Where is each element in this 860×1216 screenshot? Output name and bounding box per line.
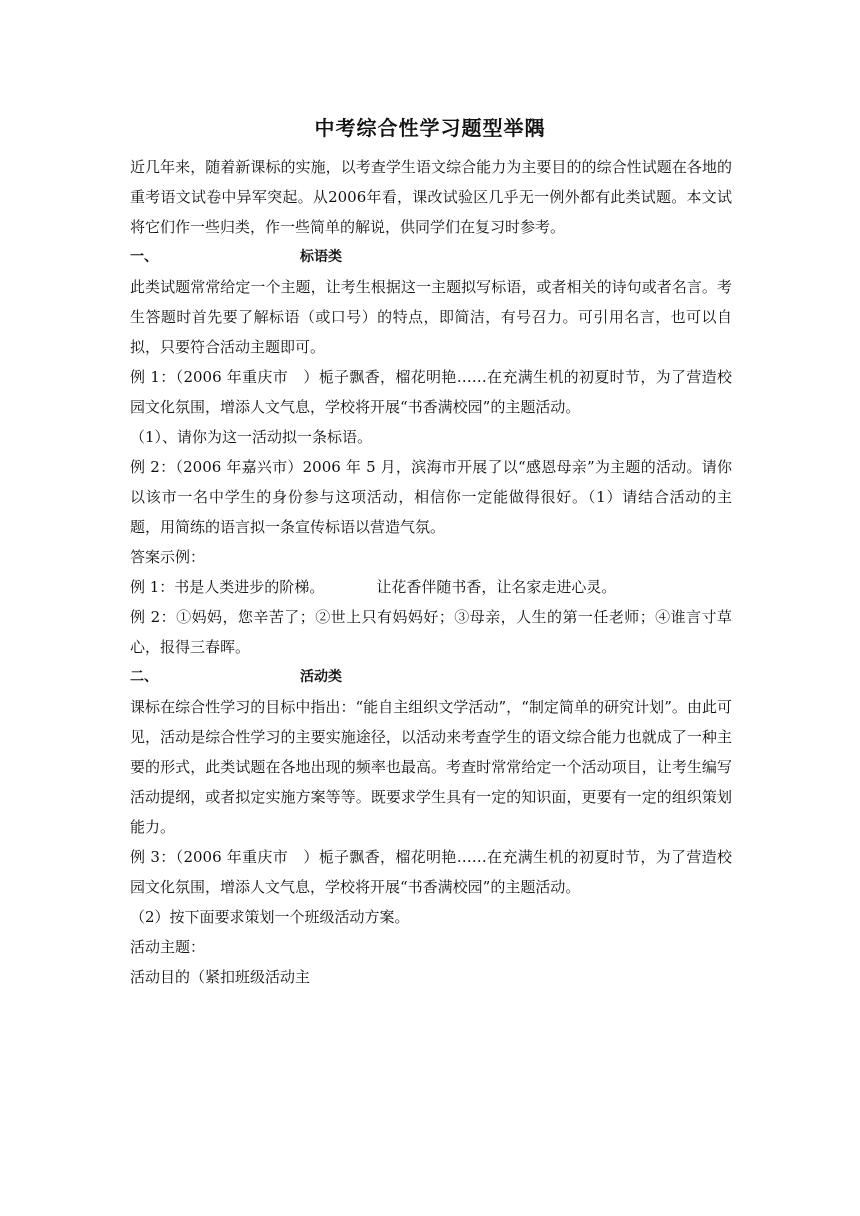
example-2: 例 2：（2006 年嘉兴市）2006 年 5 月，滨海市开展了以“感恩母亲”为主题的活动。请你以该市一名中学生的身份参与这项活动，相信你一定能做得很好。（1）请结合活动的主题，用简练的语言拟一条宣传标语以营造气氛。: [130, 458, 732, 536]
activity-theme-field: 活动主题：: [130, 938, 206, 956]
section-heading-2: [130, 662, 732, 692]
activity-purpose-field: 活动目的（紧扣班级活动主: [130, 968, 311, 986]
section-title-2: 活动类: [300, 669, 342, 685]
section-number-2: 二、: [130, 669, 158, 685]
example-3: 例 3：（2006 年重庆市 ）栀子飘香，榴花明艳……在充满生机的初夏时节，为了营造校园文化氛围，增添人文气息，学校将开展“书香满校园”的主题活动。: [130, 848, 732, 896]
section1-description: 此类试题常常给定一个主题，让考生根据这一主题拟写标语，或者相关的诗句或者名言。考生答题时首先要了解标语（或口号）的特点，即简洁，有号召力。可引用名言，也可以自拟，只要符合活动主题即可。: [130, 278, 732, 356]
document-body: [130, 152, 732, 992]
intro-paragraph: 近几年来，随着新课标的实施，以考查学生语文综合能力为主要目的的综合性试题在各地的重考语文试卷中异军突起。从2006年看，课改试验区几乎无一例外都有此类试题。本文试将它们作一些归类，作一些简单的解说，供同学们在复习时参考。: [130, 158, 732, 236]
answer-1: [130, 572, 732, 602]
section-number-1: 一、: [130, 249, 158, 265]
section-heading-1: [130, 242, 732, 272]
answer-1-part-a: 例 1：书是人类进步的阶梯。: [130, 578, 325, 596]
answer-1-part-b: 让花香伴随书香，让名家走进心灵。: [376, 578, 617, 596]
answer-label: 答案示例：: [130, 548, 206, 566]
example-1-question: （1）、请你为这一活动拟一条标语。: [130, 428, 373, 446]
section-title-1: 标语类: [300, 249, 342, 265]
document-title: 中考综合性学习题型举隅: [314, 116, 546, 140]
section2-description: 课标在综合性学习的目标中指出：“能自主组织文学活动”，“制定简单的研究计划”。由此可见，活动是综合性学习的主要实施途径，以活动来考查学生的语文综合能力也就成了一种主要的形式，此类试题在各地出现的频率也最高。考查时常常给定一个活动项目，让考生编写活动提纲，或者拟定实施方案等等。既要求学生具有一定的知识面，更要有一定的组织策划能力。: [130, 698, 732, 836]
example-1: 例 1：（2006 年重庆市 ）栀子飘香，榴花明艳……在充满生机的初夏时节，为了营造校园文化氛围，增添人文气息，学校将开展“书香满校园”的主题活动。: [130, 368, 732, 416]
example-3-question: （2）按下面要求策划一个班级活动方案。: [130, 908, 410, 926]
answer-2: 例 2：①妈妈，您辛苦了；②世上只有妈妈好；③母亲，人生的第一任老师；④谁言寸草心，报得三春晖。: [130, 608, 732, 656]
